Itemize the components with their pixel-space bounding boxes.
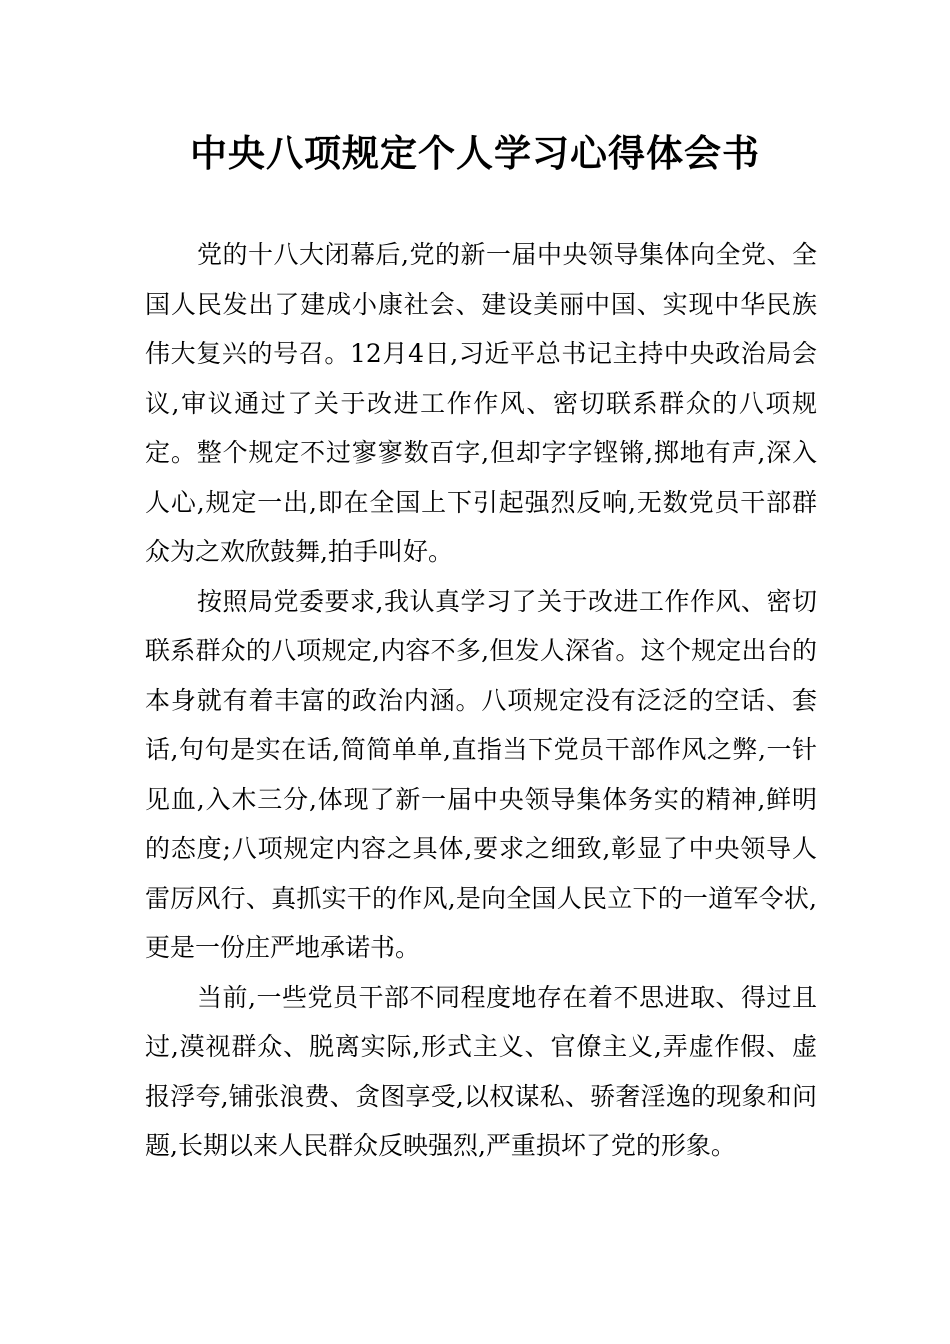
paragraph-3: 当前,一些党员干部不同程度地存在着不思进取、得过且过,漠视群众、脱离实际,形式主义、官僚主义,弄虚作假、虚报浮夸,铺张浪费、贪图享受,以权谋私、骄奢淫逸的现象和问题,长期以来人民群众反映强烈,严重损坏了党的形象。: [145, 982, 817, 1160]
paragraph-1: 党的十八大闭幕后,党的新一届中央领导集体向全党、全国人民发出了建成小康社会、建设美丽中国、实现中华民族伟大复兴的号召。12月4日,习近平总书记主持中央政治局会议,审议通过了关于改进工作作风、密切联系群众的八项规定。整个规定不过寥寥数百字,但却字字铿锵,掷地有声,深入人心,规定一出,即在全国上下引起强烈反响,无数党员干部群众为之欢欣鼓舞,拍手叫好。: [145, 240, 817, 566]
paragraph-2: 按照局党委要求,我认真学习了关于改进工作作风、密切联系群众的八项规定,内容不多,但发人深省。这个规定出台的本身就有着丰富的政治内涵。八项规定没有泛泛的空话、套话,句句是实在话,简简单单,直指当下党员干部作风之弊,一针见血,入木三分,体现了新一届中央领导集体务实的精神,鲜明的态度;八项规定内容之具体,要求之细致,彰显了中央领导人雷厉风行、真抓实干的作风,是向全国人民立下的一道军令状,更是一份庄严地承诺书。: [145, 586, 817, 962]
document-title: 中央八项规定个人学习心得体会书: [190, 131, 760, 175]
document-body: [145, 230, 817, 1171]
